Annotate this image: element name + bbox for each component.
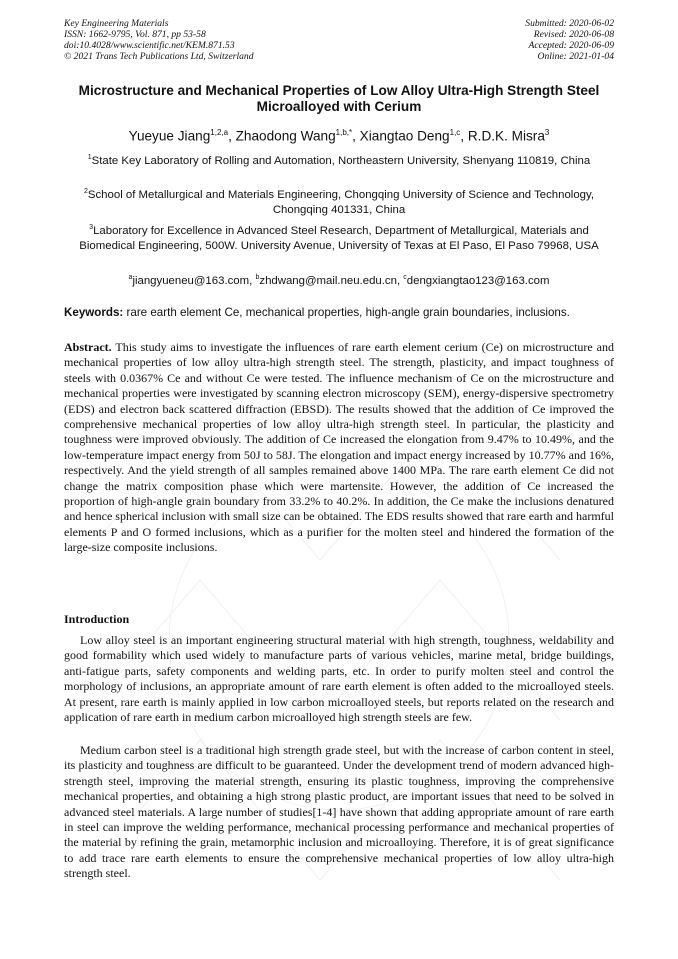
journal-doi: doi:10.4028/www.scientific.net/KEM.871.53 (64, 40, 235, 51)
affiliation (64, 220, 614, 255)
keywords-label: Keywords: (64, 306, 124, 319)
affiliation-number: 1 (87, 154, 92, 161)
email-link[interactable]: zhdwang@mail.neu.edu.cn (259, 274, 397, 287)
affiliation (64, 150, 614, 169)
abstract (64, 340, 614, 556)
date-revised: Revised: 2020-06-08 (533, 29, 614, 40)
author-affiliation-marker: 1,2,a (210, 128, 229, 137)
abstract-text: This study aims to investigate the influences of rare earth element cerium (Ce) on microstructure and mechanical properties of low alloy ultra-high strength steel. The strength, plasticity, and impact toughness of steels with 0.0367% Ce and without Ce were tested. The influence mechanism of Ce on the microstructure and mechanical properties were investigated by scanning electron microscopy (SEM), energy-dispersive spectrometry (EDS) and electron back scattered diffraction (EBSD). The results showed that the addition of Ce improved the comprehensive mechanical properties of low alloy ultra-high strength steel. In particular, the plasticity and toughness were improved obviously. The addition of Ce increased the elongation from 9.47% to 10.49%, and the low-temperature impact energy from 50J to 58J. The elongation and impact energy increased by 10.77% and 16%, respectively. And the yield strength of all samples remained above 1400 MPa. The rare earth element Ce did not change the matrix composition phase which were martensite. However, the addition of Ce increased the proportion of high-angle grain boundary from 33.2% to 40.2%. In addition, the Ce make the inclusions denatured and hence spherical inclusion with small size can be obtained. The EDS results showed that rare earth and harmful elements P and O formed inclusions, which as a purifier for the molten steel and hindered the formation of the large-size composite inclusions. (64, 340, 614, 555)
email-list: $^a$jiangyueneu@163.com, $^b$zhdwang@mail.neu.edu.cn, $^c$dengxiangtao123@163.com (128, 274, 550, 287)
author-affiliation-marker: 3 (544, 128, 550, 137)
author-name: Xiangtao Deng (359, 128, 450, 144)
author-affiliation-marker: 1,c (449, 128, 461, 137)
journal-info (64, 18, 254, 62)
paper-title: Microstructure and Mechanical Properties of Low Alloy Ultra-High Strength Steel Microalloyed with Cerium (78, 83, 600, 114)
email-link[interactable]: dengxiangtao123@163.com (406, 274, 550, 287)
affiliation-number: 3 (89, 224, 94, 231)
author-affiliation-marker: 1,b,* (335, 128, 353, 137)
affiliation (64, 184, 614, 219)
journal-name: Key Engineering Materials (64, 18, 169, 29)
submission-dates (525, 18, 614, 62)
author-name: R.D.K. Misra (467, 128, 545, 144)
author-name: Yueyue Jiang (128, 128, 211, 144)
email-marker: b (255, 274, 260, 281)
author-name: Zhaodong Wang (235, 128, 336, 144)
date-accepted: Accepted: 2020-06-09 (528, 40, 614, 51)
paragraph: Low alloy steel is an important engineering structural material with high strength, toughness, weldability and good formability which used widely to manufacture parts of various vehicles, marine metal, bridge buildings, anti-fatigue parts, safety components and welding parts, etc. In order to purify molten steel and control the morphology of inclusions, an appropriate amount of rare earth element is often added to the microalloyed steels. At present, rare earth is mainly applied in low carbon microalloyed steels, but reports related on the research and application of rare earth in medium carbon microalloyed high strength steels are few. (64, 633, 614, 725)
abstract-label: Abstract. (64, 340, 112, 354)
date-submitted: Submitted: 2020-06-02 (525, 18, 614, 29)
affiliation-text: Laboratory for Excellence in Advanced Steel Research, Department of Metallurgical, Materials and Biomedical Engineering, 500W. University Avenue, University of Texas at El Paso, El Paso 79968, USA (79, 224, 599, 253)
keywords (64, 305, 614, 320)
email-marker: c (403, 274, 407, 281)
paragraph: Medium carbon steel is a traditional high strength grade steel, but with the increase of carbon content in steel, its plasticity and toughness are difficult to be guaranteed. Under the development trend of modern advanced high-strength steel, improving the material strength, ensuring its plastic toughness, improving the comprehensive mechanical properties, and obtaining a high strong plastic product, are important issues that need to be solved in advanced steel materials. A large number of studies[1-4] have shown that adding appropriate amount of rare earth in steel can improve the welding performance, mechanical processing performance and mechanical properties of the material by refining the grain, metamorphic inclusion and microalloying. Therefore, it is of great significance to add trace rare earth elements to ensure the comprehensive mechanical properties of low alloy ultra-high strength steel. (64, 743, 614, 881)
keywords-text: rare earth element Ce, mechanical properties, high-angle grain boundaries, inclusions. (126, 306, 570, 319)
date-online: Online: 2021-01-04 (537, 51, 614, 62)
affiliation-text: School of Metallurgical and Materials Engineering, Chongqing University of Science and Technology, Chongqing 401331, China (87, 188, 595, 217)
section-heading: Introduction (64, 612, 130, 626)
affiliation-number: 2 (83, 188, 88, 195)
journal-issn: ISSN: 1662-9795, Vol. 871, pp 53-58 (64, 29, 206, 40)
author-list: Yueyue Jiang$^{1,2,a}$, Zhaodong Wang$^{1,b,*}$, Xiangtao Deng$^{1,c}$, R.D.K. Misra$^3$ (128, 128, 550, 144)
email-link[interactable]: jiangyueneu@163.com (132, 274, 250, 287)
email-marker: a (128, 274, 133, 281)
affiliation-text: State Key Laboratory of Rolling and Automation, Northeastern University, Shenyang 110819, China (91, 154, 591, 167)
journal-copyright: © 2021 Trans Tech Publications Ltd, Switzerland (64, 51, 254, 62)
